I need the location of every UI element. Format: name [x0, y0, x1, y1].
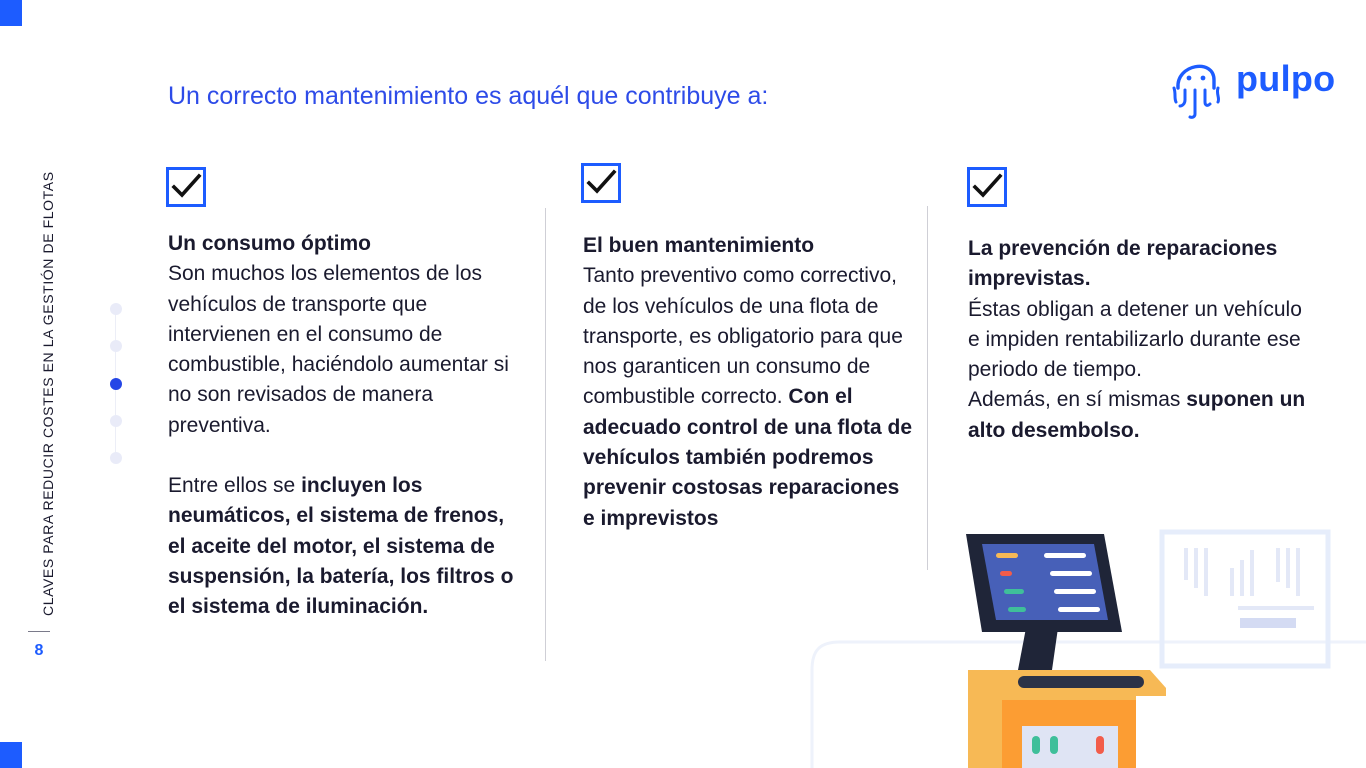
column-heading: La prevención de reparaciones imprevistas.	[968, 237, 1278, 291]
column-consumo	[168, 229, 518, 623]
column-body: Son muchos los elementos de los vehículos de transporte que intervienen en el consumo de combustible, haciéndolo aumentar si no son revisados de manera preventiva.	[168, 262, 509, 437]
octopus-icon	[1170, 44, 1230, 122]
column-prevencion	[968, 234, 1308, 446]
pagination-dot[interactable]	[110, 452, 122, 464]
corner-accent-bottom	[0, 742, 22, 768]
fleet-terminal-illustration	[800, 520, 1366, 768]
body-text-bold: suponen un alto desembolso.	[968, 388, 1306, 442]
column-body-2	[968, 385, 1308, 446]
page-headline: Un correcto mantenimiento es aquél que contribuye a:	[168, 82, 769, 110]
body-text-bold: incluyen los neumáticos, el sistema de frenos, el aceite del motor, el sistema de suspensión, la batería, los filtros o el sistema de iluminación.	[168, 474, 514, 619]
body-text: Además, en sí mismas	[968, 388, 1187, 412]
checked-box-icon	[967, 167, 1007, 207]
checked-box-icon	[166, 167, 206, 207]
pulpo-logo	[1170, 44, 1336, 122]
checked-box-icon	[581, 163, 621, 203]
corner-accent-top	[0, 0, 22, 26]
column-heading: El buen mantenimiento	[583, 234, 815, 257]
pagination-dot-active[interactable]	[110, 378, 122, 390]
column-divider	[927, 206, 928, 570]
column-body-2	[168, 471, 518, 622]
column-body	[583, 261, 913, 534]
body-text: Entre ellos se	[168, 474, 302, 498]
side-divider	[28, 631, 50, 632]
column-mantenimiento	[583, 231, 913, 534]
pagination-dot[interactable]	[110, 415, 122, 427]
column-body: Éstas obligan a detener un vehículo e impiden rentabilizarlo durante ese periodo de tiempo.	[968, 297, 1302, 382]
column-heading: Un consumo óptimo	[168, 232, 371, 255]
side-title: CLAVES PARA REDUCIR COSTES EN LA GESTIÓN DE FLOTAS	[40, 171, 56, 616]
body-text: Tanto preventivo como correctivo, de los vehículos de una flota de transporte, es obligatorio para que nos garanticen un consumo de combustible correcto.	[583, 264, 903, 409]
pagination-dot[interactable]	[110, 303, 122, 315]
column-divider	[545, 208, 546, 661]
pagination-dot[interactable]	[110, 340, 122, 352]
body-text-bold: Con el adecuado control de una flota de vehículos también podremos prevenir costosas reparaciones e imprevistos	[583, 385, 913, 530]
logo-wordmark: pulpo	[1236, 58, 1336, 99]
page-number: 8	[34, 642, 44, 659]
